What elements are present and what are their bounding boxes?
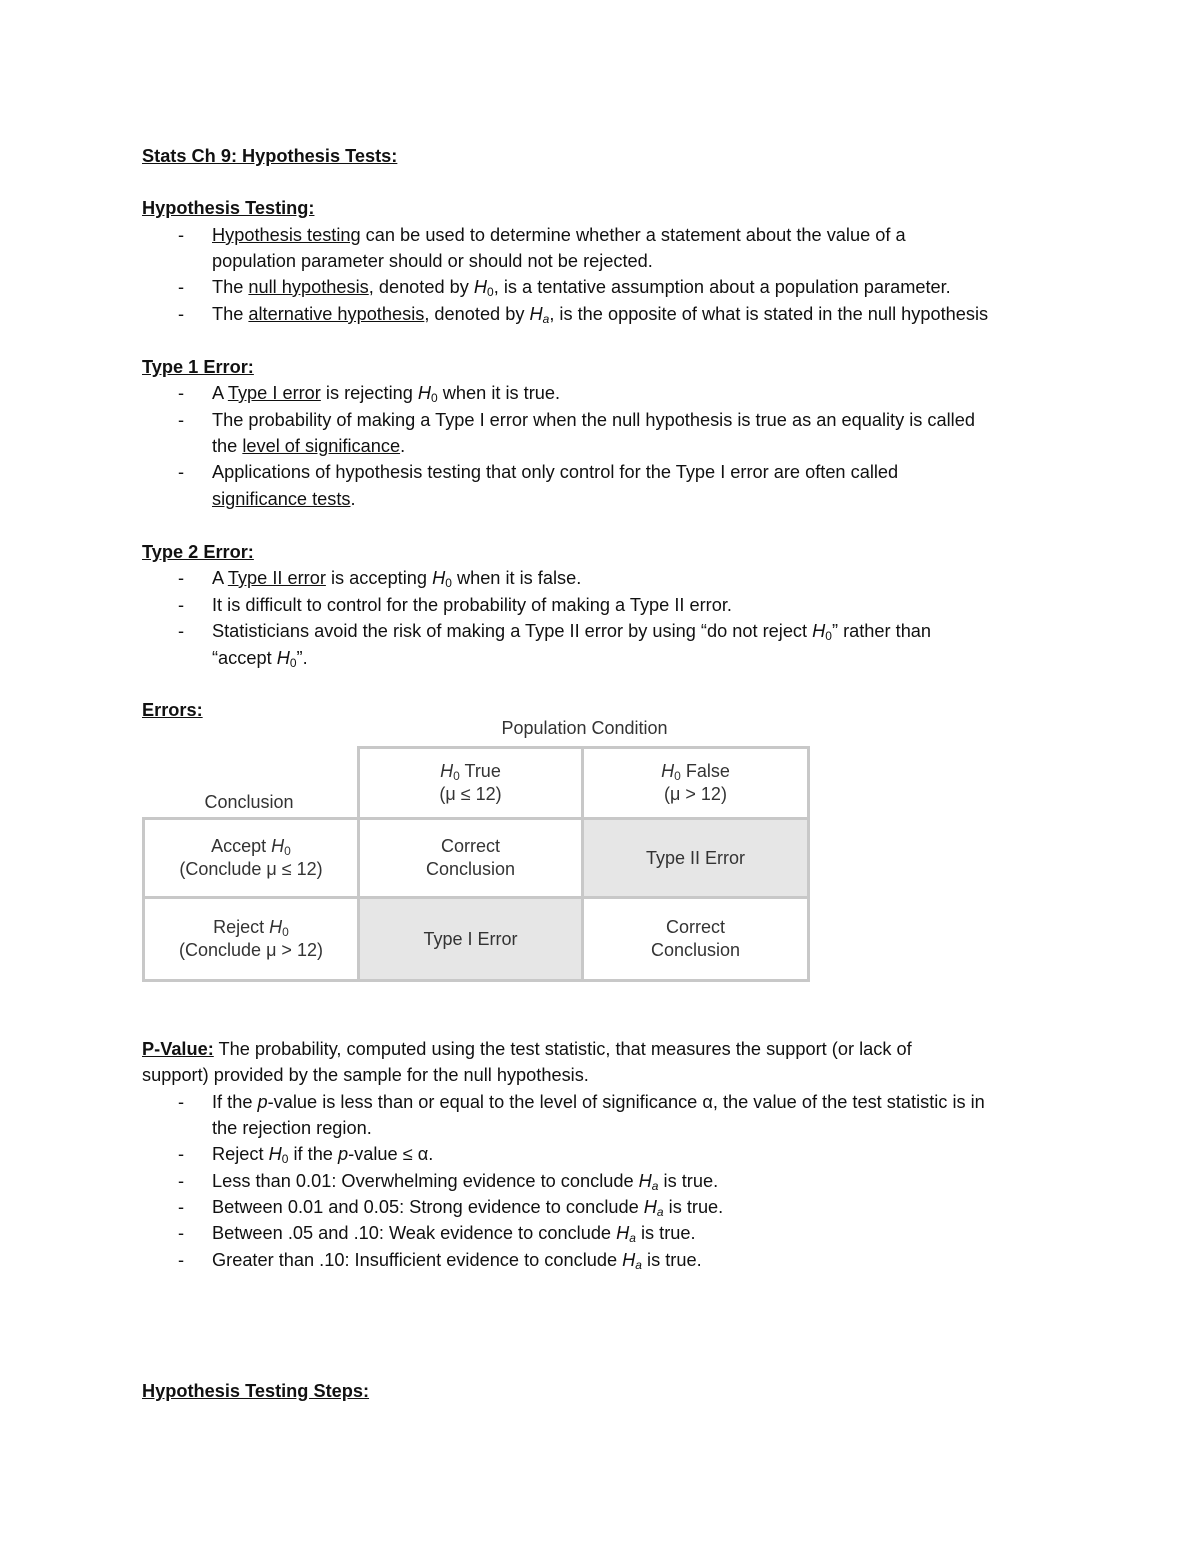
bullet-dash: - (178, 277, 185, 297)
continuation-text: ”. (296, 648, 308, 668)
continuation-text: “accept (212, 648, 277, 668)
bullet-text: Less than 0.01: Overwhelming evidence to conclude (212, 1171, 639, 1191)
header-condition: (μ > 12) (664, 784, 727, 804)
bullet-text: , denoted by (368, 277, 474, 297)
bullet-text: , is a tentative assumption about a population parameter. (493, 277, 951, 297)
symbol-h: H (661, 761, 675, 781)
symbol-sub: a (651, 1179, 659, 1193)
header-h0-true (357, 746, 584, 820)
continuation-text: the rejection region. (212, 1118, 372, 1138)
bullet-dash: - (178, 410, 185, 430)
section-heading-type2 (142, 539, 254, 565)
symbol-h: H (622, 1250, 636, 1270)
cell-text: Correct (665, 917, 725, 937)
bullet-text: is rejecting (320, 383, 418, 403)
symbol-sub: a (656, 1205, 664, 1219)
bullet-text: is true. (641, 1250, 702, 1270)
cell-text: Type II Error (645, 847, 746, 868)
row-reject-h0 (142, 896, 360, 982)
bullet-text: , denoted by (424, 304, 530, 324)
heading-text: Hypothesis Testing Steps: (142, 1381, 370, 1401)
symbol-h: H (271, 836, 285, 856)
cell-text: Type I Error (423, 928, 518, 949)
bullet-text: Greater than .10: Insufficient evidence to conclude (212, 1250, 623, 1270)
cell-type-i-error (357, 896, 584, 982)
continuation-text: . (400, 436, 406, 456)
bullet-text: A (212, 568, 228, 588)
heading-text: Errors: (142, 700, 203, 720)
symbol-h: H (268, 1144, 282, 1164)
continuation-text: . (350, 489, 356, 509)
symbol-sub: 0 (431, 391, 438, 405)
bullet-text: Between 0.01 and 0.05: Strong evidence to conclude (212, 1197, 644, 1217)
term-type-ii-error: Type II error (227, 568, 326, 588)
bullet-dash: - (178, 568, 185, 588)
bullet-dash: - (178, 595, 185, 615)
continuation-text: population parameter should or should not be rejected. (212, 251, 653, 271)
cell-correct-conclusion-2 (581, 896, 810, 982)
symbol-sub: a (629, 1231, 636, 1245)
bullet-text: Applications of hypothesis testing that only control for the Type I error are often called (212, 462, 899, 482)
pvalue-definition (142, 1036, 912, 1062)
bullet-text: ” rather than (831, 621, 932, 641)
cell-text: Conclusion (650, 940, 741, 960)
bullet-text: It is difficult to control for the probability of making a Type II error. (212, 595, 732, 615)
bullet-continuation (212, 248, 653, 274)
symbol-h: H (616, 1223, 630, 1243)
bullet-text: Reject (212, 1144, 269, 1164)
symbol-h: H (529, 304, 543, 324)
errors-table-figure (142, 716, 810, 982)
heading-text: Type 2 Error: (142, 542, 254, 562)
symbol-sub: 0 (453, 769, 460, 783)
bullet-text: -value is less than or equal to the level of significance α, the value of the test statistic is in (267, 1092, 985, 1112)
bullet-dash: - (178, 1250, 185, 1270)
continuation-text: the (212, 436, 243, 456)
symbol-sub: 0 (282, 925, 289, 939)
title-text: Stats Ch 9: Hypothesis Tests: (142, 146, 398, 166)
term-level-of-significance: level of significance (242, 436, 401, 456)
symbol-h: H (276, 648, 290, 668)
pvalue-intro: The probability, computed using the test statistic, that measures the support (or lack of (213, 1039, 912, 1059)
bullet-dash: - (178, 462, 185, 482)
symbol-sub: 0 (825, 629, 832, 643)
bullet-text: A (212, 383, 228, 403)
bullet-continuation (212, 433, 405, 459)
bullet-text: is accepting (325, 568, 433, 588)
symbol-h: H (440, 761, 454, 781)
cell-text: Conclusion (425, 859, 516, 879)
cell-text: Correct (440, 836, 500, 856)
pvalue-definition-cont (142, 1062, 589, 1088)
header-h0-false (581, 746, 810, 820)
symbol-sub: 0 (674, 769, 681, 783)
population-condition-title: Population Condition (501, 718, 668, 738)
row-label: Reject (213, 917, 270, 937)
bullet-text: The probability of making a Type I error when the null hypothesis is true as an equality is called (212, 410, 975, 430)
symbol-sub: 0 (281, 1152, 289, 1166)
bullet-dash: - (178, 304, 185, 324)
symbol-sub: 0 (487, 285, 494, 299)
bullet-continuation (212, 1115, 372, 1141)
symbol-h: H (473, 277, 488, 297)
row-condition: (Conclude μ > 12) (179, 940, 323, 960)
bullet-dash: - (178, 1223, 185, 1243)
term-alternative-hypothesis: alternative hypothesis (248, 304, 425, 324)
symbol-sub: 0 (289, 656, 297, 670)
bullet-dash: - (178, 1144, 185, 1164)
bullet-text: Statisticians avoid the risk of making a Type II error by using “do not reject (212, 621, 813, 641)
symbol-p: p (337, 1144, 349, 1164)
symbol-h: H (432, 568, 446, 588)
symbol-h: H (269, 917, 283, 937)
header-label: True (459, 761, 501, 781)
symbol-h: H (638, 1171, 652, 1191)
bullet-continuation (212, 645, 308, 671)
symbol-sub: a (635, 1258, 642, 1272)
bullet-text: If the (212, 1092, 258, 1112)
symbol-sub: a (542, 312, 550, 326)
row-accept-h0 (142, 817, 360, 899)
term-null-hypothesis: null hypothesis (248, 277, 369, 297)
symbol-sub: 0 (445, 576, 452, 590)
bullet-text: The (212, 304, 249, 324)
row-condition: (Conclude μ ≤ 12) (179, 859, 323, 879)
bullet-text: can be used to determine whether a statement about the value of a (360, 225, 906, 245)
cell-type-ii-error (581, 817, 810, 899)
bullet-text: , is the opposite of what is stated in the null hypothesis (549, 304, 989, 324)
header-label: False (680, 761, 730, 781)
bullet-dash: - (178, 1092, 185, 1112)
term-hypothesis-testing: Hypothesis testing (212, 225, 361, 245)
heading-text: P-Value: (142, 1039, 214, 1059)
section-heading-type1 (142, 354, 254, 380)
section-heading-hypothesis-testing (142, 195, 314, 221)
symbol-h: H (812, 621, 826, 641)
conclusion-label: Conclusion (204, 792, 294, 812)
term-type-i-error: Type I error (227, 383, 321, 403)
symbol-sub: 0 (284, 844, 291, 858)
symbol-p: p (257, 1092, 268, 1112)
bullet-text: if the (288, 1144, 338, 1164)
term-significance-tests: significance tests (212, 489, 351, 509)
bullet-dash: - (178, 621, 185, 641)
cell-correct-conclusion-1 (357, 817, 584, 899)
bullet-text: when it is true. (437, 383, 561, 403)
document-title (142, 143, 397, 169)
bullet-text: is true. (658, 1171, 719, 1191)
pvalue-intro: support) provided by the sample for the null hypothesis. (142, 1065, 589, 1085)
bullet-dash: - (178, 383, 185, 403)
bullet-dash: - (178, 225, 185, 245)
bullet-text: Between .05 and .10: Weak evidence to conclude (212, 1223, 617, 1243)
heading-text: Type 1 Error: (142, 357, 254, 377)
bullet-dash: - (178, 1171, 185, 1191)
heading-text: Hypothesis Testing: (142, 198, 315, 218)
bullet-text: is true. (663, 1197, 724, 1217)
bullet-text: when it is false. (451, 568, 582, 588)
section-heading-steps (142, 1378, 369, 1404)
bullet-text: -value ≤ α. (348, 1144, 434, 1164)
bullet-text: is true. (635, 1223, 696, 1243)
symbol-h: H (643, 1197, 657, 1217)
bullet-continuation (212, 486, 356, 512)
bullet-text: The (212, 277, 249, 297)
symbol-h: H (417, 383, 432, 403)
row-label: Accept (211, 836, 272, 856)
bullet-dash: - (178, 1197, 185, 1217)
header-condition: (μ ≤ 12) (439, 784, 502, 804)
